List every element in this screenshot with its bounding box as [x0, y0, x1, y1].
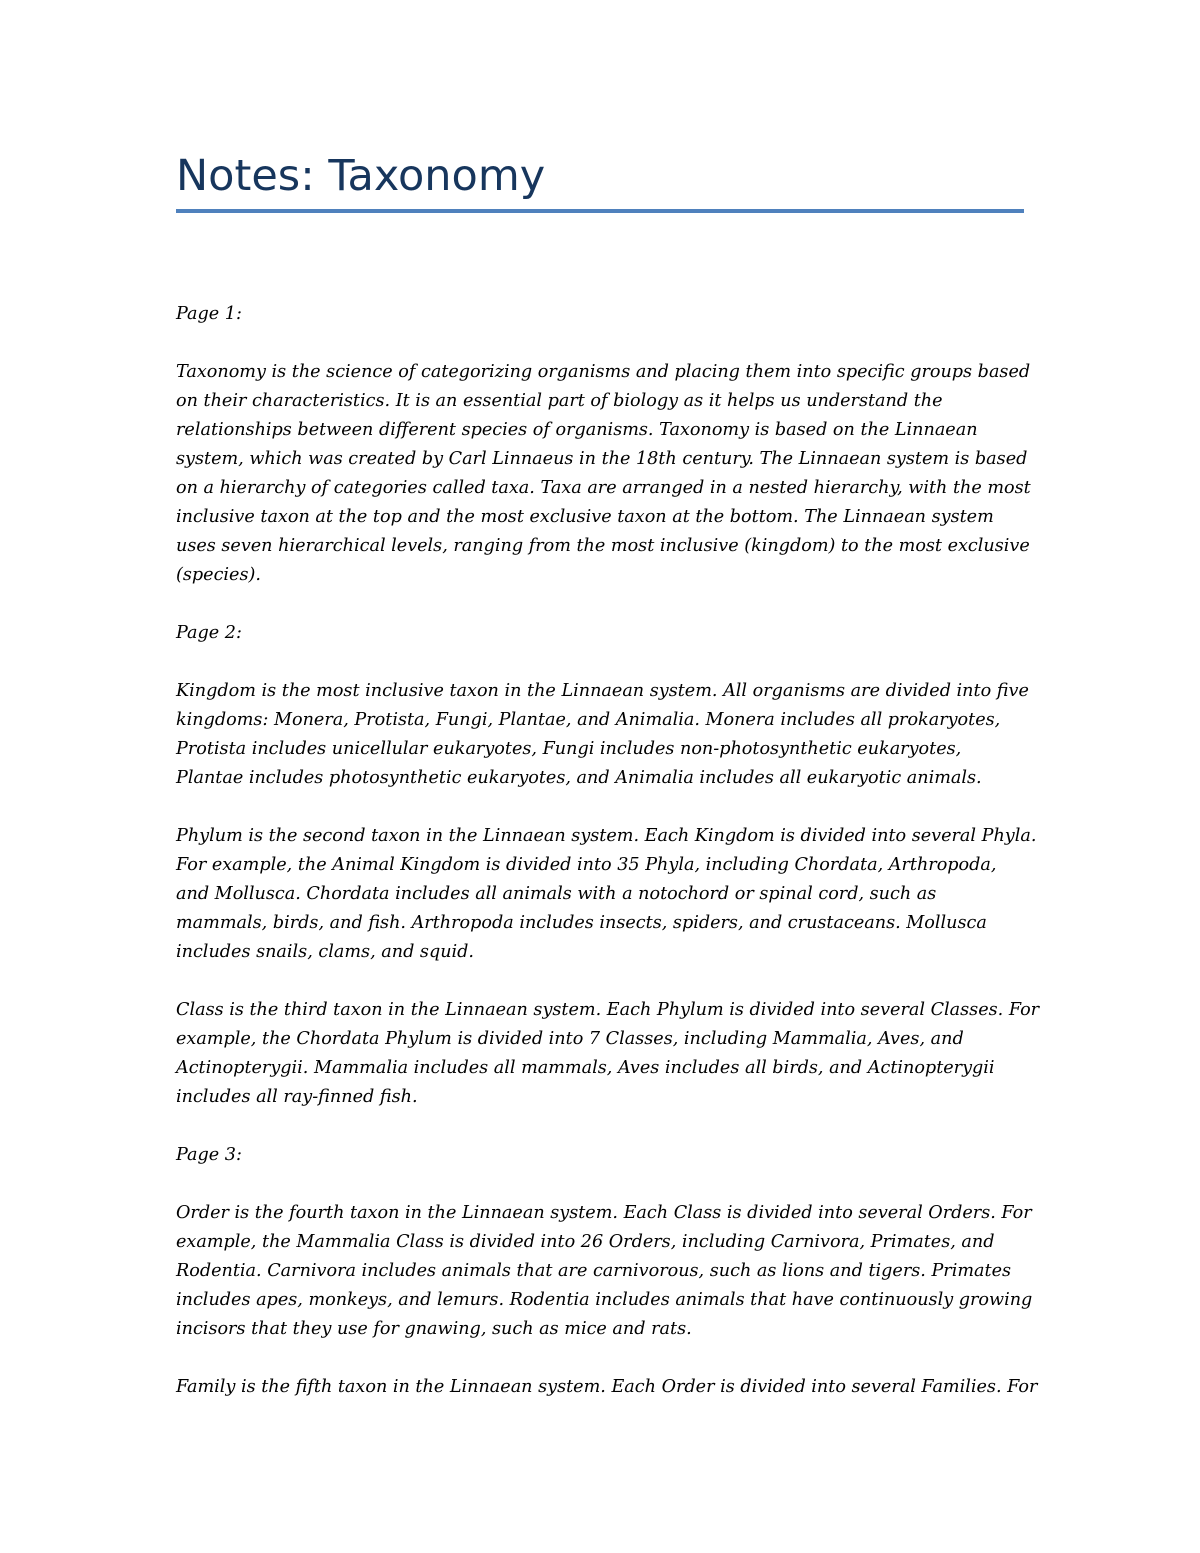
text-line: Order is the fourth taxon in the Linnaean system. Each Class is divided into several Orders. For	[176, 1203, 1032, 1223]
text-line: example, the Mammalia Class is divided into 26 Orders, including Carnivora, Primates, and	[176, 1232, 995, 1252]
paragraph-taxonomy	[176, 358, 1031, 590]
paragraph-phylum	[176, 822, 1037, 967]
paragraph-kingdom	[176, 677, 1029, 793]
text-line: system, which was created by Carl Linnaeus in the 18th century. The Linnaean system is based	[176, 449, 1028, 469]
text-line: Class is the third taxon in the Linnaean system. Each Phylum is divided into several Classes. For	[176, 1000, 1040, 1020]
text-line: Rodentia. Carnivora includes animals that are carnivorous, such as lions and tigers. Primates	[176, 1261, 1012, 1281]
page-1-heading: Page 1:	[176, 304, 242, 324]
text-line: includes apes, monkeys, and lemurs. Rodentia includes animals that have continuously growing	[176, 1290, 1033, 1310]
text-line: Protista includes unicellular eukaryotes, Fungi includes non-photosynthetic eukaryotes,	[176, 739, 962, 759]
text-line: Actinopterygii. Mammalia includes all mammals, Aves includes all birds, and Actinopterygii	[176, 1058, 995, 1078]
text-line: incisors that they use for gnawing, such as mice and rats.	[176, 1319, 692, 1339]
document-body	[176, 300, 1040, 1431]
paragraph-class	[176, 996, 1040, 1112]
title-underline	[176, 209, 1024, 213]
text-line: example, the Chordata Phylum is divided into 7 Classes, including Mammalia, Aves, and	[176, 1029, 964, 1049]
document-title: Notes: Taxonomy	[176, 151, 546, 201]
text-line: and Mollusca. Chordata includes all animals with a notochord or spinal cord, such as	[176, 884, 937, 904]
paragraph-family	[176, 1373, 1038, 1402]
text-line: on a hierarchy of categories called taxa. Taxa are arranged in a nested hierarchy, with the most	[176, 478, 1031, 498]
paragraph-order	[176, 1199, 1033, 1344]
text-line: relationships between different species of organisms. Taxonomy is based on the Linnaean	[176, 420, 978, 440]
text-line: Family is the fifth taxon in the Linnaean system. Each Order is divided into several Families. For	[176, 1377, 1038, 1397]
text-line: Plantae includes photosynthetic eukaryotes, and Animalia includes all eukaryotic animals.	[176, 768, 982, 788]
text-line: includes all ray-finned fish.	[176, 1087, 418, 1107]
text-line: includes snails, clams, and squid.	[176, 942, 475, 962]
text-line: Phylum is the second taxon in the Linnaean system. Each Kingdom is divided into several Phyla.	[176, 826, 1037, 846]
text-line: on their characteristics. It is an essential part of biology as it helps us understand the	[176, 391, 943, 411]
text-line: Taxonomy is the science of categorizing organisms and placing them into specific groups based	[176, 362, 1031, 382]
page-2-heading: Page 2:	[176, 623, 242, 643]
page-3-heading: Page 3:	[176, 1145, 242, 1165]
text-line: For example, the Animal Kingdom is divided into 35 Phyla, including Chordata, Arthropoda,	[176, 855, 997, 875]
text-line: uses seven hierarchical levels, ranging from the most inclusive (kingdom) to the most exclusive	[176, 536, 1030, 556]
text-line: kingdoms: Monera, Protista, Fungi, Plantae, and Animalia. Monera includes all prokaryotes,	[176, 710, 1001, 730]
text-line: (species).	[176, 565, 261, 585]
text-line: inclusive taxon at the top and the most exclusive taxon at the bottom. The Linnaean system	[176, 507, 994, 527]
text-line: mammals, birds, and fish. Arthropoda includes insects, spiders, and crustaceans. Mollusca	[176, 913, 987, 933]
text-line: Kingdom is the most inclusive taxon in the Linnaean system. All organisms are divided into five	[176, 681, 1029, 701]
